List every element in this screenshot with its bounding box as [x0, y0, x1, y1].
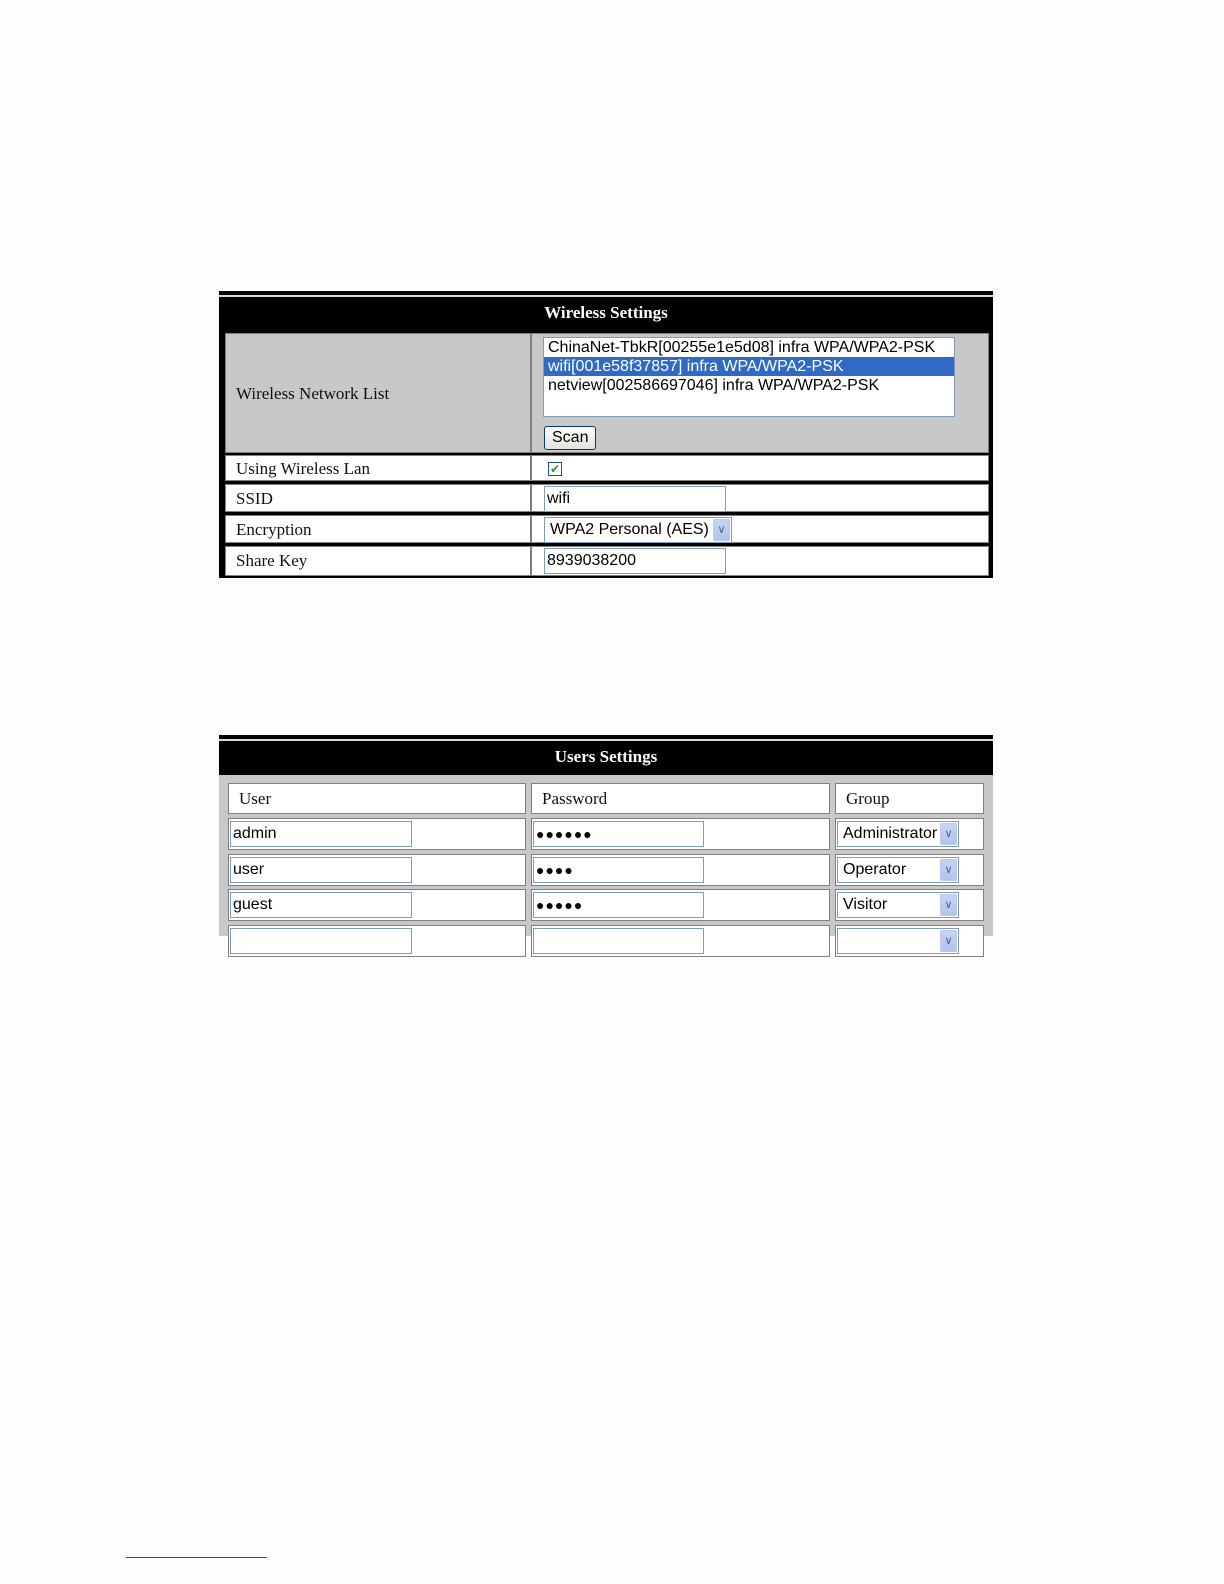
using-wireless-row: [219, 453, 993, 483]
share-key-input[interactable]: 8939038200: [544, 548, 726, 574]
user-cell: [228, 818, 526, 850]
username-input[interactable]: guest: [230, 892, 412, 918]
using-wireless-label: Using Wireless Lan: [236, 459, 371, 478]
password-input[interactable]: ●●●●: [533, 857, 704, 883]
group-select-value: Operator: [843, 861, 907, 878]
password-cell: [531, 925, 830, 957]
network-option-selected[interactable]: wifi[001e58f37857] infra WPA/WPA2-PSK: [544, 357, 954, 376]
group-cell: [835, 889, 984, 921]
encryption-select-value: WPA2 Personal (AES): [550, 521, 709, 538]
share-key-label: Share Key: [236, 551, 308, 570]
password-cell: [531, 854, 830, 886]
encryption-value-cell: [531, 515, 989, 543]
network-list-label: Wireless Network List: [236, 384, 390, 403]
chevron-down-icon[interactable]: ∨: [940, 859, 957, 881]
password-cell: [531, 818, 830, 850]
using-wireless-label-cell: [225, 455, 531, 481]
group-column-header: Group: [846, 789, 890, 808]
username-input[interactable]: admin: [230, 821, 412, 847]
group-select[interactable]: [837, 892, 959, 918]
password-header-cell: [531, 783, 830, 814]
footnote-separator: [126, 1557, 267, 1558]
group-cell: [835, 854, 984, 886]
share-key-label-cell: [225, 546, 531, 576]
network-option[interactable]: netview[002586697046] infra WPA/WPA2-PSK: [548, 377, 880, 394]
user-cell: [228, 854, 526, 886]
password-input[interactable]: [533, 928, 704, 954]
chevron-down-icon[interactable]: ∨: [940, 930, 957, 952]
password-column-header: Password: [542, 789, 608, 808]
password-cell: [531, 889, 830, 921]
encryption-row: [219, 513, 993, 545]
group-cell: [835, 925, 984, 957]
network-list-row: [219, 331, 993, 455]
ssid-value-cell: [531, 484, 989, 512]
scan-button[interactable]: Scan: [544, 426, 596, 450]
users-settings-panel: [219, 735, 993, 947]
using-wireless-value-cell: [531, 455, 989, 481]
users-body: [219, 775, 993, 947]
username-input[interactable]: [230, 928, 412, 954]
user-cell: [228, 889, 526, 921]
using-wireless-checkbox[interactable]: ✔: [549, 462, 561, 476]
network-list-value-cell: [531, 333, 989, 453]
wireless-network-listbox[interactable]: [543, 337, 955, 417]
username-input[interactable]: user: [230, 857, 412, 883]
wireless-settings-panel: [219, 291, 993, 578]
encryption-label-cell: [225, 515, 531, 543]
share-key-row: [219, 544, 993, 578]
wireless-settings-title: Wireless Settings: [219, 295, 993, 329]
group-select[interactable]: [837, 821, 959, 847]
user-header-cell: [228, 783, 526, 814]
ssid-row: [219, 482, 993, 514]
network-list-label-cell: [225, 333, 531, 453]
group-select[interactable]: [837, 857, 959, 883]
encryption-label: Encryption: [236, 520, 312, 539]
chevron-down-icon[interactable]: ∨: [940, 823, 957, 845]
group-select-value: Visitor: [843, 896, 888, 913]
share-key-value-cell: [531, 546, 989, 576]
users-settings-title: Users Settings: [219, 739, 993, 773]
group-cell: [835, 818, 984, 850]
password-input[interactable]: ●●●●●●: [533, 821, 704, 847]
group-select[interactable]: [837, 928, 959, 954]
encryption-select[interactable]: [544, 517, 732, 543]
group-select-value: Administrator: [843, 825, 938, 842]
chevron-down-icon[interactable]: ∨: [940, 894, 957, 916]
network-option[interactable]: ChinaNet-TbkR[00255e1e5d08] infra WPA/WPA2-PSK: [548, 339, 936, 356]
ssid-input[interactable]: wifi: [544, 486, 726, 512]
password-input[interactable]: ●●●●●: [533, 892, 704, 918]
ssid-label-cell: [225, 484, 531, 512]
chevron-down-icon[interactable]: ∨: [713, 519, 730, 541]
group-header-cell: [835, 783, 984, 814]
user-column-header: User: [239, 789, 272, 808]
user-cell: [228, 925, 526, 957]
ssid-label: SSID: [236, 489, 273, 508]
